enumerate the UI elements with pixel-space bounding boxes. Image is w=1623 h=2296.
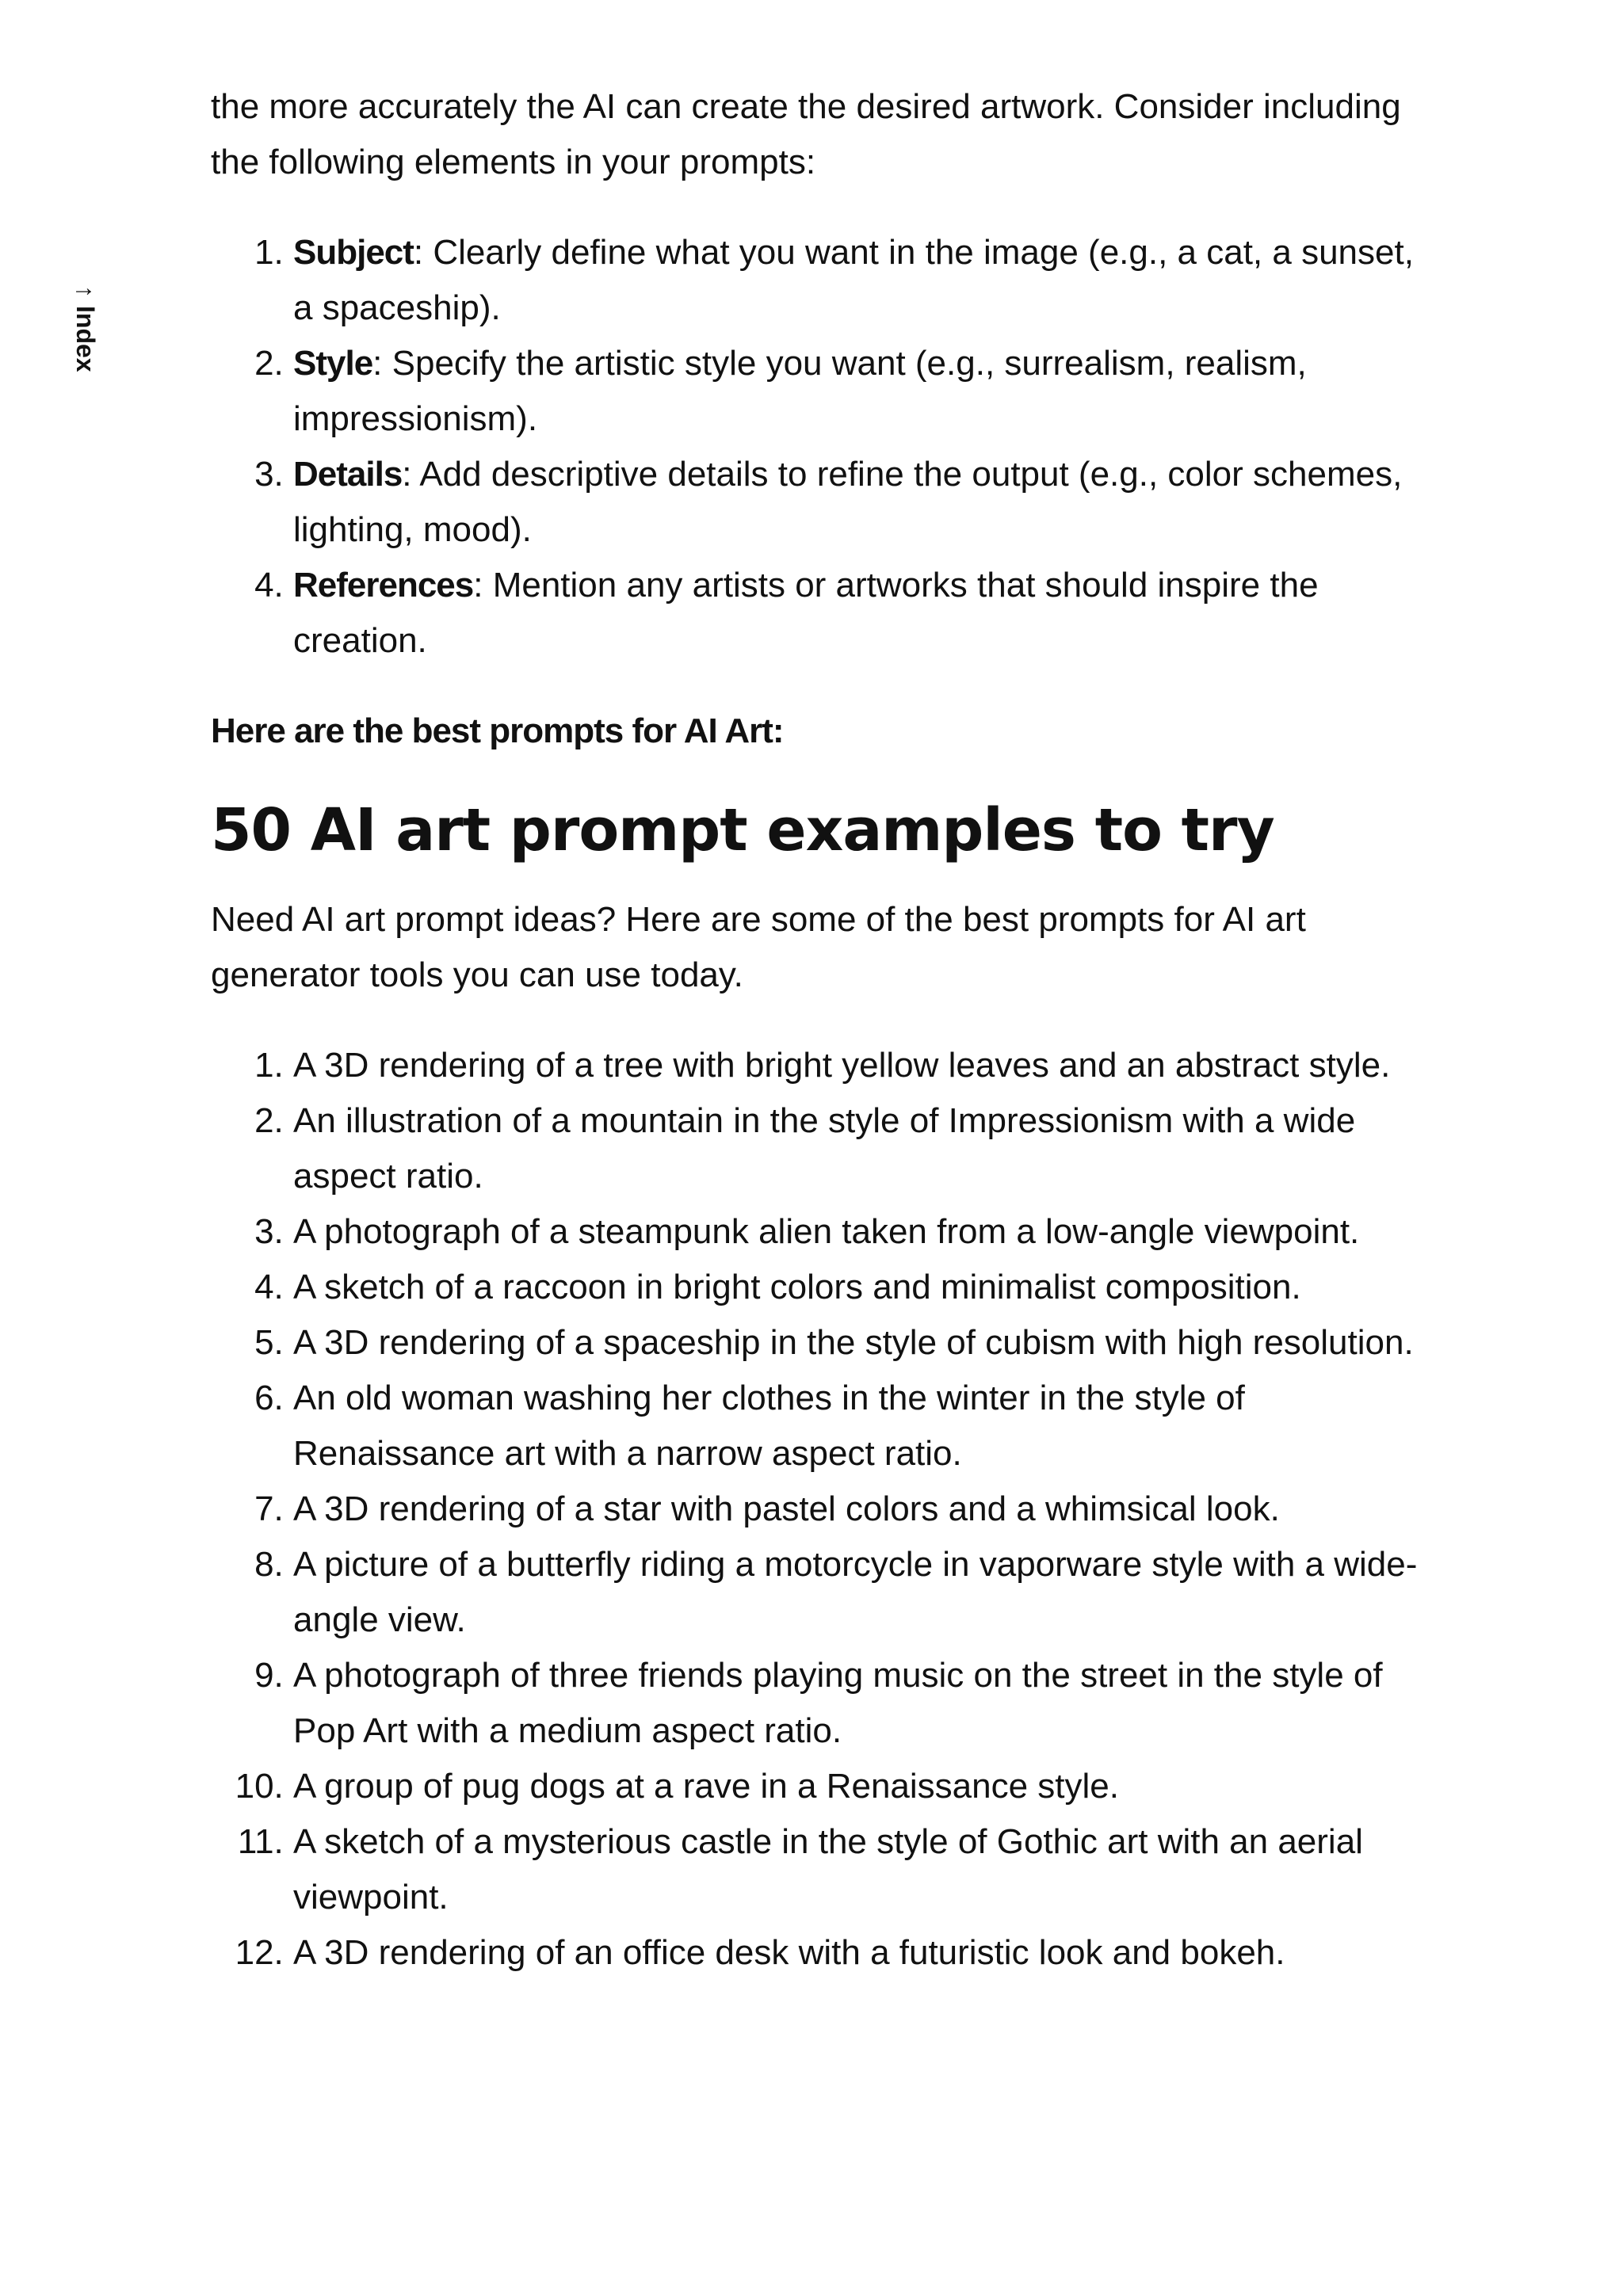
list-item: 7. A 3D rendering of a star with pastel colors and a whimsical look. [293, 1482, 1431, 1537]
element-desc: : Specify the artistic style you want (e.g., surrealism, realism, impressionism). [293, 344, 1307, 438]
element-term: References [293, 566, 474, 605]
list-item [293, 336, 1431, 447]
list-item: 2. An illustration of a mountain in the style of Impressionism with a wide aspect ratio. [293, 1093, 1431, 1204]
section-title: 50 AI art prompt examples to try [211, 796, 1274, 864]
list-item [293, 447, 1431, 558]
element-desc: : Clearly define what you want in the image (e.g., a cat, a sunset, a spaceship). [293, 233, 1414, 327]
element-desc: : Add descriptive details to refine the output (e.g., color schemes, lighting, mood). [293, 455, 1403, 549]
list-item: 3. A photograph of a steampunk alien taken from a low-angle viewpoint. [293, 1204, 1431, 1260]
index-link[interactable] [71, 285, 100, 372]
prompt-examples-list [211, 1038, 1431, 1981]
list-item: 1. A 3D rendering of a tree with bright yellow leaves and an abstract style. [293, 1038, 1431, 1093]
element-term: Details [293, 455, 403, 494]
list-item: 4. A sketch of a raccoon in bright colors and minimalist composition. [293, 1260, 1431, 1315]
list-item: 10. A group of pug dogs at a rave in a Renaissance style. [293, 1759, 1431, 1814]
list-item: 11. A sketch of a mysterious castle in the style of Gothic art with an aerial viewpoint. [293, 1814, 1431, 1925]
best-prompts-heading: Here are the best prompts for AI Art: [211, 711, 784, 750]
list-item: 12. A 3D rendering of an office desk with a futuristic look and bokeh. [293, 1925, 1431, 1981]
intro-paragraph: the more accurately the AI can create the desired artwork. Consider including the following elements in your prompts: [211, 87, 1401, 181]
list-item: 5. A 3D rendering of a spaceship in the style of cubism with high resolution. [293, 1315, 1431, 1371]
up-arrow-icon: ↑ [71, 285, 100, 298]
list-item [293, 225, 1431, 336]
lead-paragraph: Need AI art prompt ideas? Here are some of the best prompts for AI art generator tools you can use today. [211, 900, 1306, 994]
element-term: Subject [293, 233, 414, 272]
list-item [293, 558, 1431, 669]
element-term: Style [293, 344, 373, 383]
element-desc: : Mention any artists or artworks that should inspire the creation. [293, 566, 1319, 660]
list-item: 9. A photograph of three friends playing music on the street in the style of Pop Art with a medium aspect ratio. [293, 1648, 1431, 1759]
list-item: 6. An old woman washing her clothes in the winter in the style of Renaissance art with a narrow aspect ratio. [293, 1371, 1431, 1482]
prompt-elements-list [211, 225, 1431, 669]
index-link-label: Index [71, 306, 100, 372]
list-item: 8. A picture of a butterfly riding a motorcycle in vaporware style with a wide-angle view. [293, 1537, 1431, 1648]
article-body [211, 79, 1431, 1981]
